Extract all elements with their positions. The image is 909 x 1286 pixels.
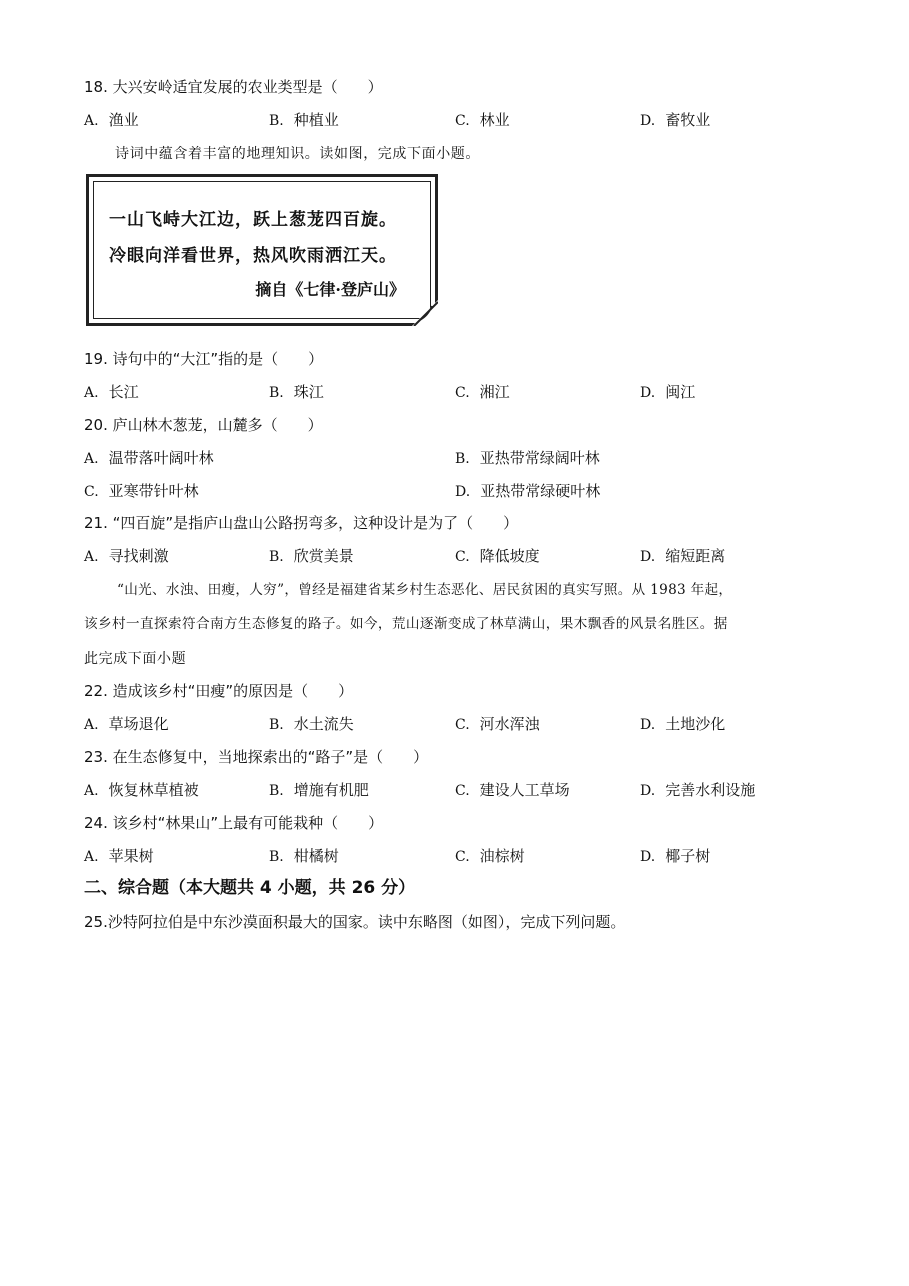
q20-option-a: A. 温带落叶阔叶林 [84, 449, 214, 467]
q21-option-a: A. 寻找刺激 [84, 547, 169, 565]
q18-option-d: D. 畜牧业 [640, 111, 711, 129]
q24-option-a: A. 苹果树 [84, 847, 154, 865]
q19-stem: 19. 诗句中的“大江”指的是（ ） [84, 350, 324, 368]
passage-line-3: 此完成下面小题 [84, 651, 187, 667]
q19-option-d: D. 闽江 [640, 383, 696, 401]
q23-option-d: D. 完善水利设施 [640, 781, 756, 799]
q23-option-b: B. 增施有机肥 [269, 781, 369, 799]
q20-stem: 20. 庐山林木葱茏，山麓多（ ） [84, 416, 323, 434]
q20-option-d: D. 亚热带常绿硬叶林 [455, 482, 601, 500]
q21-option-c: C. 降低坡度 [455, 547, 540, 565]
q24-option-b: B. 柑橘树 [269, 847, 339, 865]
q24-stem: 24. 该乡村“林果山”上最有可能栽种（ ） [84, 814, 384, 832]
poem-line-2: 冷眼向洋看世界，热风吹雨洒江天。 [109, 246, 397, 266]
passage-line-1: “山光、水浊、田瘦，人穷”，曾经是福建省某乡村生态恶化、居民贫困的真实写照。从 1983 年起， [117, 582, 733, 598]
poem-source: 摘自《七律·登庐山》 [255, 280, 405, 299]
q22-option-d: D. 土地沙化 [640, 715, 726, 733]
section-2-title: 二、综合题（本大题共 4 小题，共 26 分） [84, 878, 416, 898]
poem-figure [86, 174, 438, 326]
q22-option-b: B. 水土流失 [269, 715, 354, 733]
q18-option-a: A. 渔业 [84, 111, 139, 129]
q24-option-d: D. 椰子树 [640, 847, 711, 865]
page-curl-icon [412, 300, 438, 326]
q19-option-c: C. 湘江 [455, 383, 510, 401]
q21-option-b: B. 欣赏美景 [269, 547, 354, 565]
q23-stem: 23. 在生态修复中，当地探索出的“路子”是（ ） [84, 748, 429, 766]
q19-option-b: B. 珠江 [269, 383, 324, 401]
q21-stem: 21. “四百旋”是指庐山盘山公路拐弯多，这种设计是为了（ ） [84, 514, 519, 532]
q19-option-a: A. 长江 [84, 383, 139, 401]
q18-stem: 18. 大兴安岭适宜发展的农业类型是（ ） [84, 78, 383, 96]
q18-option-b: B. 种植业 [269, 111, 339, 129]
q22-option-a: A. 草场退化 [84, 715, 169, 733]
q22-option-c: C. 河水浑浊 [455, 715, 540, 733]
poem-line-1: 一山飞峙大江边，跃上葱茏四百旋。 [109, 210, 397, 230]
q21-option-d: D. 缩短距离 [640, 547, 726, 565]
q23-option-c: C. 建设人工草场 [455, 781, 570, 799]
q18-option-c: C. 林业 [455, 111, 510, 129]
q23-option-a: A. 恢复林草植被 [84, 781, 199, 799]
passage-line-2: 该乡村一直探索符合南方生态修复的路子。如今，荒山逐渐变成了林草满山，果木飘香的风景名胜区。据 [84, 616, 728, 632]
poem-intro: 诗词中蕴含着丰富的地理知识。读如图，完成下面小题。 [115, 146, 480, 162]
q24-option-c: C. 油棕树 [455, 847, 525, 865]
q20-option-c: C. 亚寒带针叶林 [84, 482, 199, 500]
q25-stem: 25.沙特阿拉伯是中东沙漠面积最大的国家。读中东略图（如图），完成下列问题。 [84, 913, 626, 931]
q20-option-b: B. 亚热带常绿阔叶林 [455, 449, 600, 467]
q22-stem: 22. 造成该乡村“田瘦”的原因是（ ） [84, 682, 354, 700]
